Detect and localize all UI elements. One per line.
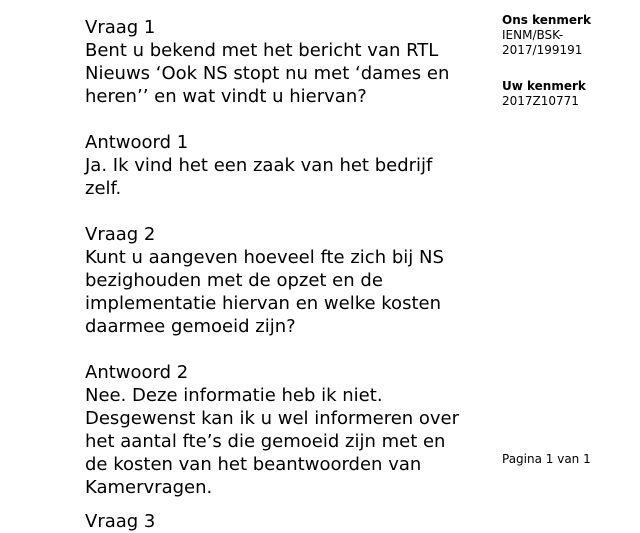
question-2-line-3: implementatie hiervan en welke kosten: [85, 293, 441, 314]
question-1-heading: Vraag 1: [85, 17, 156, 38]
question-2-line-2: bezighouden met de opzet en de: [85, 270, 383, 291]
answer-2-line-1: Nee. Deze informatie heb ik niet.: [85, 385, 383, 406]
question-1-line-2: Nieuws ‘Ook NS stopt nu met ‘dames en: [85, 63, 450, 84]
question-3-heading: Vraag 3: [85, 511, 156, 532]
question-1-line-1: Bent u bekend met het bericht van RTL: [85, 40, 439, 61]
ons-kenmerk-group: [502, 13, 632, 58]
answer-1-line-1: Ja. Ik vind het een zaak van het bedrijf: [85, 155, 433, 176]
question-2-line-1: Kunt u aangeven hoeveel fte zich bij NS: [85, 247, 444, 268]
answer-1-line-2: zelf.: [85, 178, 122, 199]
question-2-line-4: daarmee gemoeid zijn?: [85, 316, 296, 337]
answer-2-line-4: de kosten van het beantwoorden van: [85, 454, 422, 475]
question-1-line-3: heren’’ en wat vindt u hiervan?: [85, 86, 367, 107]
reference-sidebar: [502, 13, 632, 130]
answer-2: [85, 361, 495, 499]
answer-2-line-5: Kamervragen.: [85, 477, 213, 498]
ons-kenmerk-value-line-2: 2017/199191: [502, 43, 583, 57]
document-body: [85, 16, 495, 522]
ons-kenmerk-label: Ons kenmerk: [502, 13, 591, 27]
uw-kenmerk-label: Uw kenmerk: [502, 79, 586, 93]
uw-kenmerk-value: 2017Z10771: [502, 94, 579, 108]
question-2-heading: Vraag 2: [85, 224, 156, 245]
question-1: [85, 16, 495, 108]
page-number: Pagina 1 van 1: [502, 452, 591, 466]
answer-2-line-2: Desgewenst kan ik u wel informeren over: [85, 408, 460, 429]
ons-kenmerk-value-line-1: IENM/BSK-: [502, 28, 564, 42]
answer-2-line-3: het aantal fte’s die gemoeid zijn met en: [85, 431, 446, 452]
answer-1: [85, 131, 495, 200]
answer-1-heading: Antwoord 1: [85, 132, 189, 153]
uw-kenmerk-group: [502, 79, 632, 109]
answer-2-heading: Antwoord 2: [85, 362, 189, 383]
question-2: [85, 223, 495, 338]
